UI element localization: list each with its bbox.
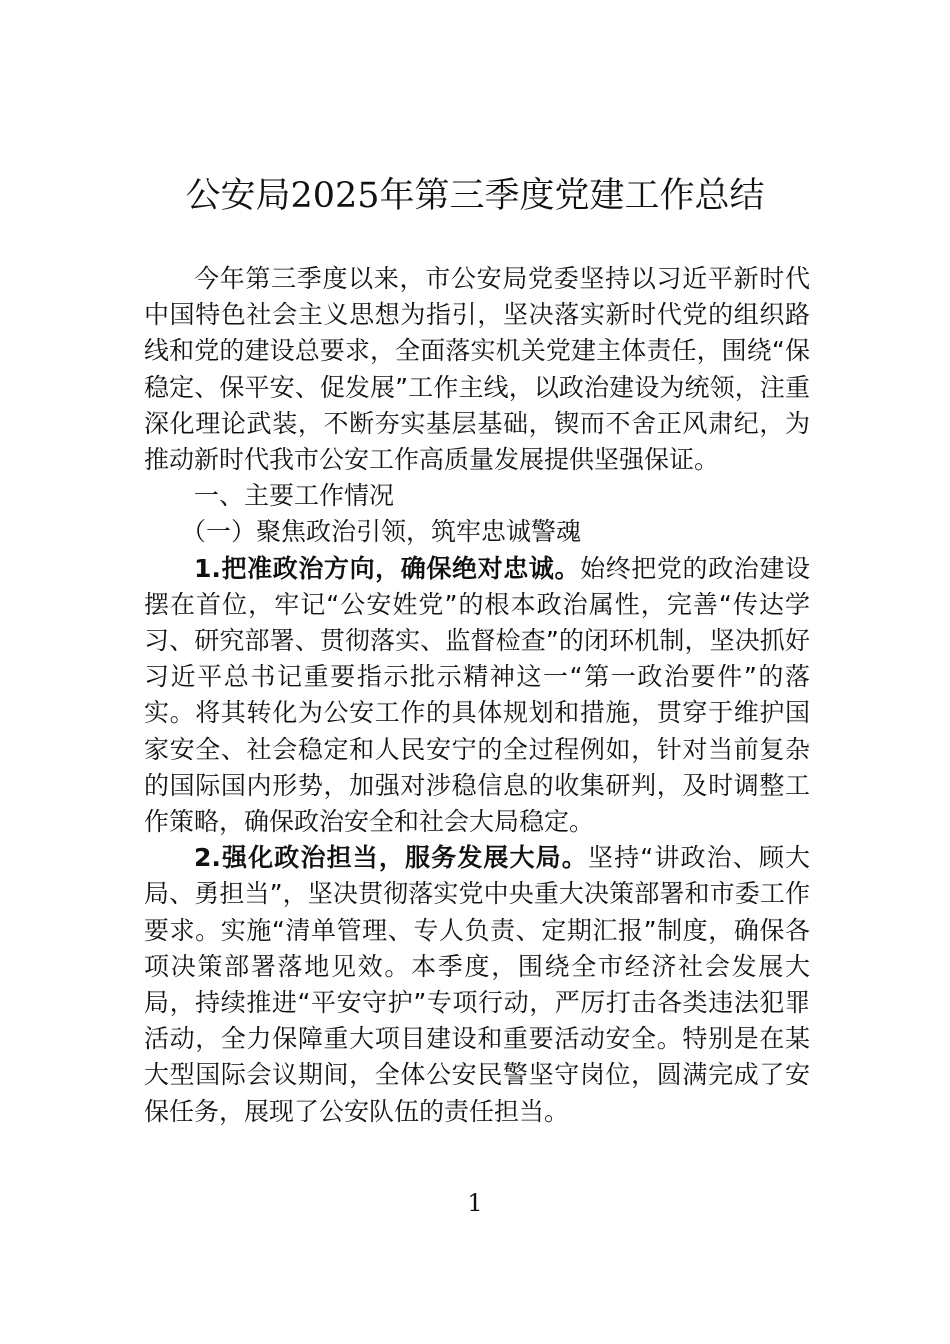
document-body bbox=[144, 261, 810, 1130]
page-number: 1 bbox=[467, 1189, 483, 1217]
item-text-2: 坚持“讲政治、顾大局、勇担当”，坚决贯彻落实党中央重大决策部署和市委工作要求。实施“清单管理、专人负责、定期汇报”制度，确保各项决策部署落地见效。本季度，围绕全市经济社会发展大局，持续推进“平安守护”专项行动，严厉打击各类违法犯罪活动，全力保障重大项目建设和重要活动安全。特别是在某大型国际会议期间，全体公安民警坚守岗位，圆满完成了安保任务，展现了公安队伍的责任担当。 bbox=[144, 843, 810, 1126]
section-heading: 一、主要工作情况 bbox=[194, 481, 395, 511]
item-paragraph-1 bbox=[144, 551, 810, 841]
item-lead-1: 1.把准政治方向，确保绝对忠诚。 bbox=[194, 553, 581, 583]
item-lead-2: 2.强化政治担当，服务发展大局。 bbox=[194, 843, 588, 873]
subsection-heading: （一）聚焦政治引领，筑牢忠诚警魂 bbox=[181, 517, 582, 547]
intro-paragraph: 今年第三季度以来，市公安局党委坚持以习近平新时代中国特色社会主义思想为指引，坚决落实新时代党的组织路线和党的建设总要求，全面落实机关党建主体责任，围绕“保稳定、保平安、促发展”工作主线，以政治建设为统领，注重深化理论武装，不断夯实基层基础，锲而不舍正风肃纪，为推动新时代我市公安工作高质量发展提供坚强保证。 bbox=[144, 264, 810, 475]
item-text-1: 始终把党的政治建设摆在首位，牢记“公安姓党”的根本政治属性，完善“传达学习、研究部署、贯彻落实、监督检查”的闭环机制，坚决抓好习近平总书记重要指示批示精神这一“第一政治要件”的落实。将其转化为公安工作的具体规划和措施，贯穿于维护国家安全、社会稳定和人民安宁的全过程例如，针对当前复杂的国际国内形势，加强对涉稳信息的收集研判，及时调整工作策略，确保政治安全和社会大局稳定。 bbox=[144, 553, 810, 837]
item-paragraph-2 bbox=[144, 840, 810, 1130]
document-title: 公安局2025年第三季度党建工作总结 bbox=[185, 176, 765, 216]
